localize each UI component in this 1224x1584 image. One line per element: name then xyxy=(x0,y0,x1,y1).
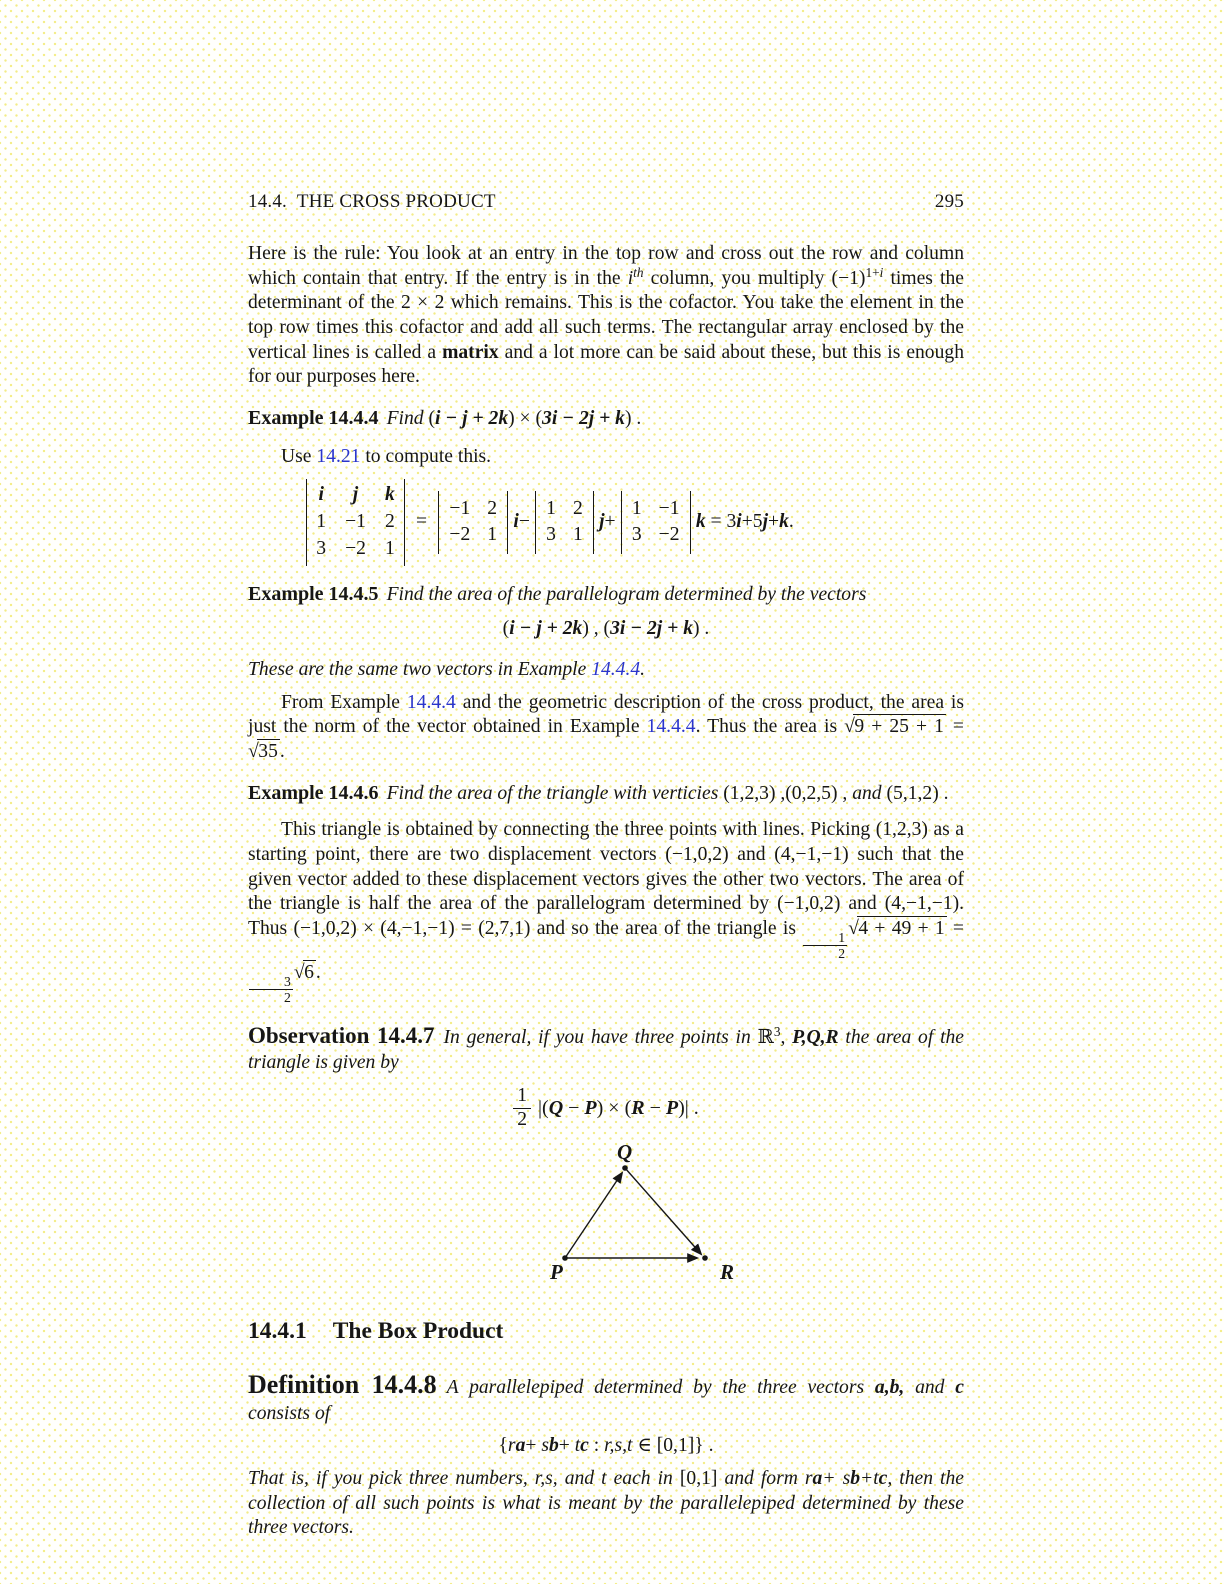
matrix-cell: 1 xyxy=(384,537,395,559)
text-fragment: i xyxy=(627,267,634,289)
vector-j-plus xyxy=(599,510,616,535)
vertex-q-dot xyxy=(622,1165,628,1171)
section-title: THE CROSS PRODUCT xyxy=(296,191,496,212)
text-fragment: and xyxy=(847,782,887,804)
matrix-cell: 3 xyxy=(631,524,642,546)
text-fragment: R xyxy=(631,1096,645,1119)
text-fragment: − xyxy=(644,1096,666,1119)
radicand: 4 + 49 + 1 xyxy=(858,918,945,940)
text-fragment: 3i − 2j + k xyxy=(542,408,625,430)
text-fragment: column, you multiply xyxy=(643,267,832,289)
text-fragment: i − j + 2k xyxy=(435,408,509,430)
ref-link[interactable]: 14.21 xyxy=(316,445,361,467)
text-fragment: the area of the triangle is given by xyxy=(248,1026,965,1073)
matrix-cell: i xyxy=(318,484,324,506)
text-fragment: ) , ( xyxy=(582,618,611,640)
equals-sign: = xyxy=(416,511,428,533)
sqrt-expression xyxy=(294,962,316,983)
matrix-cell: 3 xyxy=(316,537,327,559)
fraction-numerator: 3 xyxy=(249,974,293,990)
matrix-cell: 3 xyxy=(546,524,556,546)
inline-fraction xyxy=(803,930,847,962)
text-fragment: 1+ xyxy=(865,264,880,280)
text-fragment: 3 xyxy=(773,1023,781,1039)
sqrt-expression xyxy=(844,716,946,737)
matrix-cell: 1 xyxy=(572,524,583,546)
matrix-cell: 2 xyxy=(572,497,583,519)
text-fragment: ) × ( xyxy=(508,408,543,430)
text-fragment: i xyxy=(513,511,519,533)
equation-result xyxy=(696,510,794,535)
example-14-4-5 xyxy=(248,582,964,608)
text-fragment: matrix xyxy=(442,341,499,363)
text-fragment: ) . xyxy=(624,408,642,430)
text-fragment: i − j + 2k xyxy=(509,618,583,640)
text-fragment: A parallelepiped determined by the three vectors xyxy=(446,1376,875,1398)
definition-remark xyxy=(248,1467,964,1541)
matrix-cell: 2 xyxy=(487,497,498,519)
example-14-4-6 xyxy=(248,781,964,807)
text-fragment: b xyxy=(548,1435,559,1457)
definition-label: Definition 14.4.8 xyxy=(248,1369,437,1399)
text-fragment: +5 xyxy=(741,511,763,533)
text-fragment: and the geometric description of the cross product, the area is just the norm of the vector obtained in Example xyxy=(248,691,964,738)
observation-14-4-7 xyxy=(248,1022,964,1076)
text-fragment: = 3 xyxy=(705,511,737,533)
same-vectors-note xyxy=(248,658,964,683)
matrix-cell: −2 xyxy=(658,524,680,546)
text-fragment: r,s,t xyxy=(604,1435,633,1457)
triangle-area-formula xyxy=(248,1085,964,1131)
text-fragment: times the determinant of the 2 × 2 which remains. This is the cofactor. You take the element in the top row times this cofactor and add all such terms. The rectangular array enclosed by the vertical lines is called a xyxy=(248,267,964,363)
radical-sign: √ xyxy=(848,918,859,940)
page-number: 295 xyxy=(934,191,964,212)
text-fragment: (−1) xyxy=(831,267,866,289)
matrix-cell: 1 xyxy=(487,524,498,546)
text-fragment: P,Q,R xyxy=(792,1026,839,1048)
determinant-bar xyxy=(507,491,508,554)
subsection-number: 14.4.1 xyxy=(248,1318,307,1345)
text-fragment: In general, if you have three points in xyxy=(443,1026,758,1048)
text-fragment: P xyxy=(665,1096,679,1119)
text-fragment: k xyxy=(695,511,706,533)
one-half-fraction xyxy=(513,1085,531,1131)
cross-product-expression xyxy=(538,1096,699,1121)
text-fragment: c xyxy=(878,1468,888,1490)
text-fragment: |( xyxy=(538,1096,549,1119)
text-fragment: and xyxy=(904,1376,956,1398)
section-number: 14.4. xyxy=(248,191,287,212)
text-fragment: ( xyxy=(502,618,510,640)
text-fragment: Find the area of the triangle with verticies xyxy=(386,782,724,804)
use-line xyxy=(248,445,964,470)
text-fragment: − xyxy=(563,1096,585,1119)
text-fragment: a xyxy=(515,1435,526,1457)
example-statement xyxy=(387,783,949,804)
matrix-2x2 xyxy=(439,491,507,554)
radical-sign: √ xyxy=(293,962,305,984)
fraction-denominator: 2 xyxy=(284,990,291,1006)
fraction-denominator: 2 xyxy=(517,1108,528,1130)
matrix-2x2 xyxy=(536,491,593,554)
text-fragment: = xyxy=(946,918,964,940)
matrix-cell: 2 xyxy=(384,511,395,533)
matrix-cell: −1 xyxy=(658,497,680,519)
text-fragment: } . xyxy=(694,1435,714,1457)
vectors-equation xyxy=(248,617,964,642)
text-fragment: : xyxy=(588,1435,605,1457)
determinant-bar xyxy=(404,479,405,565)
text-fragment: 3i − 2j + k xyxy=(610,618,693,640)
text-fragment: a xyxy=(812,1468,823,1490)
text-fragment: t xyxy=(574,1435,581,1457)
text-fragment: ℝ xyxy=(757,1026,774,1048)
text-fragment: These are the same two vectors in Example xyxy=(248,658,592,680)
matrix-cell: k xyxy=(384,484,395,506)
determinant-bar xyxy=(593,491,594,554)
radicand: 9 + 25 + 1 xyxy=(854,716,944,738)
sqrt-expression xyxy=(248,741,280,762)
text-fragment: [0,1] xyxy=(679,1468,718,1490)
text-fragment: ) . xyxy=(693,618,710,640)
paragraph-triangle-area xyxy=(248,818,964,1005)
matrix-3x3 xyxy=(307,479,403,565)
text-fragment: )| . xyxy=(678,1096,699,1119)
vertex-p-label: P xyxy=(550,1260,563,1285)
text-fragment: s xyxy=(541,1435,549,1457)
example-statement xyxy=(387,408,642,429)
text-fragment: Here is the rule: You look at an entry in the top row and cross out the row and column which contain that entry. If the entry is in the xyxy=(248,242,964,289)
text-fragment: r xyxy=(507,1435,516,1457)
paragraph-cofactor-rule xyxy=(248,242,964,390)
vertex-r-label: R xyxy=(720,1260,735,1285)
vector-i-minus xyxy=(513,510,530,535)
subsection-title: The Box Product xyxy=(332,1318,504,1345)
text-fragment: + s xyxy=(822,1468,851,1490)
vertex-q-label: Q xyxy=(617,1145,633,1165)
text-fragment: and form r xyxy=(717,1468,813,1490)
text-fragment: Find the area of the parallelogram determined by the vectors xyxy=(386,583,867,605)
text-fragment: P xyxy=(584,1096,597,1119)
text-fragment: and a lot more can be said about these, but this is enough for our purposes here. xyxy=(248,341,964,388)
text-fragment: th xyxy=(633,264,644,280)
text-fragment: , xyxy=(780,1026,793,1048)
ref-link[interactable]: 14.4.4 xyxy=(406,691,456,713)
page-content xyxy=(248,190,964,1541)
text-fragment: { xyxy=(498,1435,508,1457)
edge-p-to-q xyxy=(565,1173,622,1258)
matrix-3x3-determinant xyxy=(306,479,405,565)
vertex-p-dot xyxy=(562,1255,568,1261)
example-statement xyxy=(387,584,867,605)
edge-q-to-r xyxy=(625,1168,701,1254)
text-fragment: j xyxy=(599,511,605,533)
text-fragment: . xyxy=(279,740,285,762)
determinant-equation xyxy=(304,479,964,565)
text-fragment: c xyxy=(580,1435,589,1457)
text-fragment: − xyxy=(518,511,530,533)
inline-fraction xyxy=(249,974,293,1006)
example-label: Example 14.4.6 xyxy=(248,781,379,804)
text-fragment: + xyxy=(525,1435,542,1457)
text-fragment: i xyxy=(736,511,742,533)
subsection-heading xyxy=(248,1317,964,1347)
definition-14-4-8 xyxy=(248,1369,964,1426)
text-fragment: a,b, xyxy=(874,1376,905,1398)
radical-sign: √ xyxy=(844,716,855,738)
text-fragment: From Example xyxy=(281,691,407,713)
matrix-cell: 1 xyxy=(546,497,556,519)
text-fragment: Find xyxy=(386,408,429,430)
matrix-cell: j xyxy=(352,484,359,506)
fraction-numerator: 1 xyxy=(513,1085,531,1109)
text-fragment: j xyxy=(762,511,769,533)
text-fragment: ) × ( xyxy=(596,1096,632,1119)
matrix-2x2-determinant-i xyxy=(438,491,508,554)
text-fragment: +t xyxy=(860,1468,879,1490)
text-fragment: . xyxy=(315,962,321,984)
example-14-4-4 xyxy=(248,406,964,432)
text-fragment: c xyxy=(955,1376,964,1398)
text-fragment: i xyxy=(879,264,884,280)
text-fragment: Use xyxy=(281,445,317,467)
text-fragment: (5,1,2) . xyxy=(886,782,949,804)
matrix-cell: −2 xyxy=(345,537,366,559)
text-fragment: Q xyxy=(548,1096,564,1119)
radical-sign: √ xyxy=(248,740,259,762)
text-fragment: consists of xyxy=(248,1402,331,1424)
paragraph-area-norm xyxy=(248,691,964,765)
text-fragment: This triangle is obtained by connecting the three points with lines. Picking (1,2,3) as a starting point, there are two displacement vectors (−1,0,2) and (4,−1,−1) such that the given vector added to these displacement vectors gives the other two vectors. The area of the triangle is half the area of the parallelogram determined by (−1,0,2) and (4,−1,−1). Thus (−1,0,2) × (4,−1,−1) = (2,7,1) and so the area of the triangle is xyxy=(248,819,964,940)
text-fragment: k xyxy=(779,511,789,533)
radicand: 6 xyxy=(304,962,314,984)
text-fragment: (1,2,3) ,(0,2,5) , xyxy=(723,782,848,804)
ref-link[interactable]: 14.4.4 xyxy=(591,658,641,680)
example-label: Example 14.4.5 xyxy=(248,582,379,605)
text-fragment: b xyxy=(850,1468,860,1490)
fraction-denominator: 2 xyxy=(838,945,846,961)
text-fragment: , then the collection of all such points is what is meant by the parallelepiped determined by these three vectors. xyxy=(248,1468,964,1539)
matrix-2x2-determinant-k xyxy=(621,491,691,554)
matrix-cell: −1 xyxy=(345,511,366,533)
running-header xyxy=(248,190,964,214)
radicand: 35 xyxy=(258,740,278,762)
sqrt-expression xyxy=(848,918,947,939)
matrix-cell: 1 xyxy=(316,511,327,533)
matrix-cell: 1 xyxy=(631,497,642,519)
text-fragment: . Thus the area is xyxy=(695,716,845,738)
text-fragment: + xyxy=(768,511,780,533)
matrix-2x2 xyxy=(622,491,690,554)
text-fragment: ( xyxy=(428,408,435,430)
observation-label: Observation 14.4.7 xyxy=(248,1022,435,1048)
parallelepiped-set-equation xyxy=(248,1434,964,1459)
matrix-cell: −2 xyxy=(449,524,471,546)
section-header xyxy=(248,190,496,214)
matrix-2x2-determinant-j xyxy=(535,491,594,554)
triangle-figure xyxy=(540,1145,775,1287)
text-fragment: + xyxy=(558,1435,575,1457)
text-fragment: to compute this. xyxy=(360,445,492,467)
example-label: Example 14.4.4 xyxy=(248,407,379,430)
text-fragment: . xyxy=(788,511,794,533)
text-fragment: That is, if you pick three numbers, r,s, and t each in xyxy=(248,1468,680,1490)
determinant-bar xyxy=(690,491,691,554)
text-fragment: . xyxy=(640,658,646,680)
fraction-numerator: 1 xyxy=(803,930,847,946)
text-fragment: ∈ [0,1] xyxy=(632,1435,695,1457)
text-fragment: + xyxy=(604,511,616,533)
ref-link[interactable]: 14.4.4 xyxy=(646,716,696,738)
matrix-cell: −1 xyxy=(449,497,471,519)
vertex-r-dot xyxy=(702,1255,708,1261)
text-fragment: = xyxy=(945,716,964,738)
